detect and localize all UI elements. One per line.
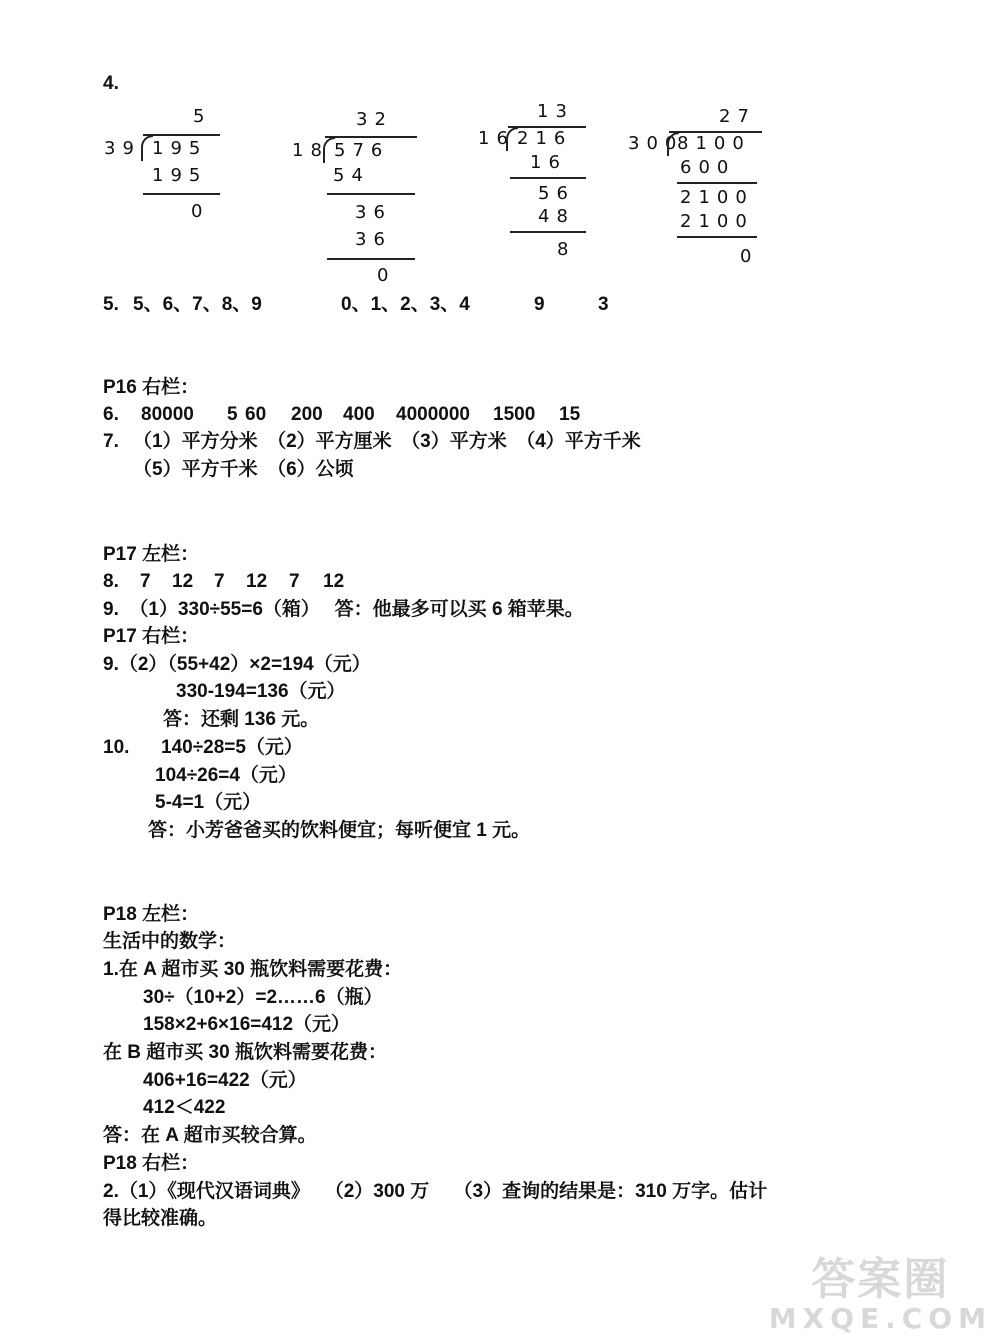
step: 48: [538, 206, 575, 227]
section-heading-p16-right: P16 右栏：: [103, 377, 200, 398]
q10-step: 5-4=1（元）: [155, 792, 262, 813]
q8-label: 8.: [103, 571, 119, 592]
step: 56: [538, 183, 575, 204]
watermark-text-top: 答案圈: [811, 1254, 950, 1305]
q6-label: 6.: [103, 404, 119, 425]
step: 54: [333, 165, 370, 186]
q6-value: 80000: [141, 404, 194, 425]
watermark-text-bottom: MXQE.COM: [768, 1302, 992, 1335]
q9-part-2: 9.（2）（55+42）×2=194（元）: [103, 654, 371, 675]
q6-value: 4000000: [396, 404, 470, 425]
q9-part-2-step: 330-194=136（元）: [176, 681, 346, 702]
quotient: 32: [356, 109, 393, 130]
step: 2100: [680, 211, 754, 232]
quotient: 5: [193, 106, 212, 127]
remainder: 0: [191, 201, 210, 222]
step: 36: [355, 202, 392, 223]
q8-value: 7: [140, 571, 151, 592]
q5-label: 5.: [103, 294, 119, 315]
q5-answer-3: 9: [534, 294, 545, 315]
q8-value: 12: [172, 571, 194, 592]
divisor: 16: [478, 128, 515, 149]
q8-value: 12: [246, 571, 268, 592]
q1-line: 30÷（10+2）=2……6（瓶）: [143, 987, 383, 1008]
q6-value: 15: [559, 404, 581, 425]
q8-value: 7: [289, 571, 300, 592]
site-watermark-logo: [769, 1256, 992, 1334]
q1-line: 406+16=422（元）: [143, 1070, 307, 1091]
step: 195: [152, 165, 208, 186]
q10-label: 10.: [103, 737, 130, 758]
step: 36: [355, 229, 392, 250]
dividend: 576: [334, 140, 390, 161]
q2-line-1: 2.（1）《现代汉语词典》 （2）300 万 （3）查询的结果是：310 万字。估计: [103, 1181, 768, 1202]
remainder: 0: [377, 265, 396, 286]
q6-value: 60: [245, 404, 267, 425]
step: 600: [680, 157, 736, 178]
section-heading-p17-left: P17 左栏：: [103, 544, 200, 565]
q9-part-1: 9. （1）330÷55=6（箱） 答：他最多可以买 6 箱苹果。: [103, 599, 584, 620]
divisor: 300: [628, 133, 684, 154]
q5-answer-2: 0、1、2、3、4: [341, 294, 470, 315]
q6-value: 5: [227, 404, 238, 425]
section-subheading: 生活中的数学：: [103, 931, 237, 952]
q5-answer-4: 3: [598, 294, 609, 315]
remainder: 0: [740, 246, 759, 267]
q10-step: 104÷26=4（元）: [155, 765, 297, 786]
remainder: 8: [557, 239, 576, 260]
section-heading-p17-right: P17 右栏：: [103, 626, 200, 647]
q2-line-2: 得比较准确。: [103, 1208, 218, 1229]
q6-value: 1500: [493, 404, 536, 425]
dividend: 195: [152, 138, 208, 159]
q1-line: 1.在 A 超市买 30 瓶饮料需要花费：: [103, 959, 403, 980]
q10-step: 140÷28=5（元）: [161, 737, 303, 758]
q1-line: 158×2+6×16=412（元）: [143, 1014, 351, 1035]
section-heading-p18-right: P18 右栏：: [103, 1153, 200, 1174]
q10-answer: 答：小芳爸爸买的饮料便宜；每听便宜 1 元。: [148, 820, 531, 841]
q7-label: 7.: [103, 431, 119, 452]
divisor: 39: [104, 138, 141, 159]
q5-answer-1: 5、6、7、8、9: [133, 294, 262, 315]
q1-answer: 答：在 A 超市买较合算。: [103, 1125, 317, 1146]
quotient: 13: [537, 101, 574, 122]
q9-part-2-answer: 答：还剩 136 元。: [163, 709, 320, 730]
dividend: 216: [517, 128, 573, 149]
step: 2100: [680, 187, 754, 208]
q7-line-2: （5）平方千米 （6）公顷: [133, 459, 354, 480]
step: 16: [530, 152, 567, 173]
q4-label: 4.: [103, 73, 119, 94]
divisor: 18: [292, 140, 329, 161]
q7-line-1: （1）平方分米 （2）平方厘米 （3）平方米 （4）平方千米: [133, 431, 641, 452]
quotient: 27: [719, 106, 756, 127]
section-heading-p18-left: P18 左栏：: [103, 904, 200, 925]
dividend: 8100: [677, 133, 751, 154]
q6-value: 400: [343, 404, 375, 425]
q6-value: 200: [291, 404, 323, 425]
q1-line: 412＜422: [143, 1097, 226, 1118]
q1-line: 在 B 超市买 30 瓶饮料需要花费：: [103, 1042, 387, 1063]
q8-value: 7: [214, 571, 225, 592]
q8-value: 12: [323, 571, 345, 592]
